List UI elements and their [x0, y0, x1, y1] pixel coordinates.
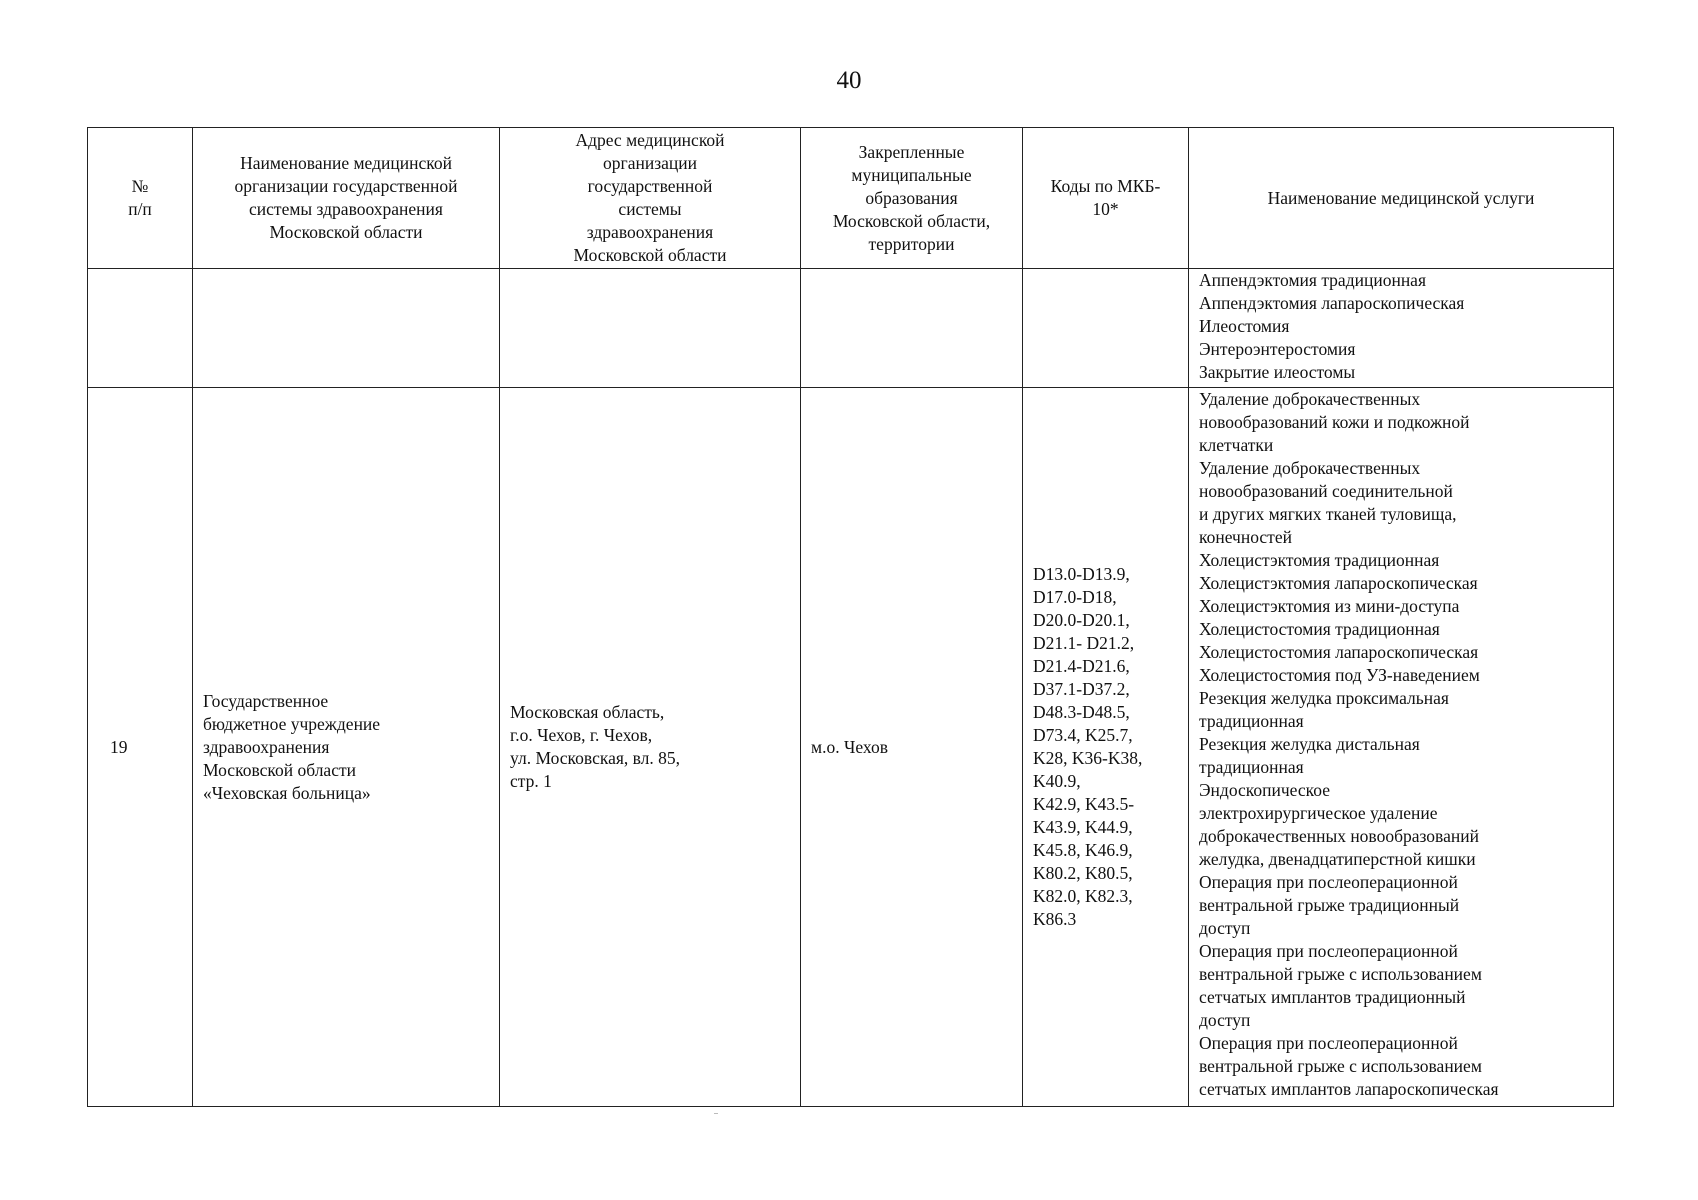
text-line: Московской области, [832, 210, 991, 231]
text-line: K40.9, [1033, 771, 1081, 791]
text-line: Наименование медицинской услуги [1267, 187, 1535, 208]
text-line: Московской области [573, 245, 727, 265]
row-number: 19 [88, 388, 193, 1107]
header-service-name [1189, 128, 1614, 269]
text-line: D17.0-D18, [1033, 587, 1117, 607]
text-line: государственной [587, 176, 713, 196]
service-line: Холецистэктомия лапароскопическая [1199, 573, 1478, 593]
service-item [1199, 388, 1603, 457]
service-line: традиционная [1199, 711, 1304, 731]
service-line: традиционная [1199, 757, 1304, 777]
header-number [88, 128, 193, 269]
service-line: доброкачественных новообразований [1199, 826, 1479, 846]
text-line: системы здравоохранения [249, 199, 443, 219]
text-line: здравоохранения [203, 736, 330, 757]
text-line: Закрепленные [858, 141, 965, 162]
text-line: Аппендэктомия лапароскопическая [1199, 293, 1465, 313]
text-line: K86.3 [1033, 909, 1077, 929]
text-line: ул. Московская, вл. 85, [510, 748, 681, 768]
service-item [1199, 595, 1603, 618]
service-item [1199, 664, 1603, 687]
text-line: Московской области [203, 759, 356, 780]
text-line: здравоохранения [586, 222, 714, 242]
service-line: вентральной грыже традиционный [1199, 895, 1460, 915]
text-line: п/п [128, 199, 152, 219]
service-item [1199, 618, 1603, 641]
text-line: Илеостомия [1199, 316, 1290, 336]
text-line: D73.4, K25.7, [1033, 725, 1133, 745]
organization-address [500, 388, 801, 1107]
text-line: K45.8, K46.9, [1033, 840, 1133, 860]
header-organization [193, 128, 500, 269]
continuation-number-cell [88, 269, 193, 388]
service-item [1199, 1032, 1603, 1101]
text-line: «Чеховская больница» [203, 782, 371, 803]
service-item [1199, 572, 1603, 595]
service-item [1199, 779, 1603, 871]
continuation-row [88, 269, 1614, 388]
service-line: сетчатых имплантов традиционный [1199, 987, 1466, 1007]
services-list [1189, 388, 1614, 1107]
header-municipality [801, 128, 1023, 269]
text-line: г.о. Чехов, г. Чехов, [510, 725, 653, 745]
text-line: системы [618, 199, 682, 219]
service-item [1199, 457, 1603, 549]
service-line: конечностей [1199, 527, 1292, 547]
service-line: Холецистостомия традиционная [1199, 619, 1440, 639]
text-line: Московская область, [510, 702, 665, 722]
text-line: территории [868, 233, 955, 254]
service-line: Эндоскопическое [1199, 780, 1330, 800]
service-line: доступ [1199, 1010, 1251, 1030]
text-line: K43.9, K44.9, [1033, 817, 1133, 837]
text-line: организации государственной [234, 176, 458, 196]
text-line: Коды по МКБ- [1050, 176, 1161, 196]
text-line: Аппендэктомия традиционная [1199, 270, 1426, 290]
text-line: Энтероэнтеростомия [1199, 339, 1356, 359]
text-line: бюджетное учреждение [203, 713, 381, 734]
continuation-address-cell [500, 269, 801, 388]
text-line: Московской области [269, 222, 423, 242]
service-line: Холецистэктомия из мини-доступа [1199, 596, 1460, 616]
service-line: Операция при послеоперационной [1199, 872, 1458, 892]
continuation-services-cell [1189, 269, 1614, 388]
service-item [1199, 687, 1603, 733]
text-line: № [131, 176, 149, 196]
service-line: Холецистостомия под УЗ-наведением [1199, 665, 1480, 685]
text-line: Наименование медицинской [240, 153, 452, 173]
service-line: Операция при послеоперационной [1199, 1033, 1458, 1053]
text-line: K42.9, K43.5- [1033, 794, 1135, 814]
text-line: K80.2, K80.5, [1033, 863, 1133, 883]
service-line: Удаление доброкачественных [1199, 389, 1421, 409]
service-line: новообразований кожи и подкожной [1199, 412, 1470, 432]
text-line: D20.0-D20.1, [1033, 610, 1130, 630]
text-line: D13.0-D13.9, [1033, 564, 1130, 584]
continuation-organization-cell [193, 269, 500, 388]
scan-speck [714, 1113, 718, 1114]
table-row [88, 388, 1614, 1107]
text-line: K82.0, K82.3, [1033, 886, 1133, 906]
continuation-municipality-cell [801, 269, 1023, 388]
header-icd-codes [1023, 128, 1189, 269]
service-line: и других мягких тканей туловища, [1199, 504, 1457, 524]
service-line: доступ [1199, 918, 1251, 938]
service-item [1199, 733, 1603, 779]
service-line: Операция при послеоперационной [1199, 941, 1458, 961]
service-item [1199, 871, 1603, 940]
service-line: Холецистэктомия традиционная [1199, 550, 1440, 570]
header-row [88, 128, 1614, 269]
text-line: стр. 1 [510, 771, 552, 791]
service-line: Резекция желудка проксимальная [1199, 688, 1449, 708]
service-item [1199, 641, 1603, 664]
service-line: вентральной грыже с использованием [1199, 1056, 1482, 1076]
service-item [1199, 549, 1603, 572]
service-line: новообразований соединительной [1199, 481, 1453, 501]
text-line: 10* [1092, 199, 1119, 219]
service-line: клетчатки [1199, 435, 1274, 455]
icd-codes [1023, 388, 1189, 1107]
text-line: Закрытие илеостомы [1199, 362, 1356, 382]
organization-name [193, 388, 500, 1107]
text-line: D21.1- D21.2, [1033, 633, 1135, 653]
text-line: Адрес медицинской [575, 130, 725, 150]
service-line: вентральной грыже с использованием [1199, 964, 1482, 984]
medical-services-table [87, 127, 1614, 1107]
service-line: сетчатых имплантов лапароскопическая [1199, 1079, 1499, 1099]
page-number: 40 [836, 67, 862, 94]
text-line: образования [865, 187, 958, 208]
municipality: м.о. Чехов [801, 388, 1023, 1107]
text-line: организации [603, 153, 697, 173]
text-line: K28, K36-K38, [1033, 748, 1143, 768]
service-line: Удаление доброкачественных [1199, 458, 1421, 478]
service-line: желудка, двенадцатиперстной кишки [1199, 849, 1476, 869]
text-line: муниципальные [851, 164, 972, 185]
text-line: D48.3-D48.5, [1033, 702, 1130, 722]
header-address [500, 128, 801, 269]
text-line: D37.1-D37.2, [1033, 679, 1130, 699]
service-item [1199, 940, 1603, 1032]
service-line: Резекция желудка дистальная [1199, 734, 1420, 754]
service-line: электрохирургическое удаление [1199, 803, 1438, 823]
service-line: Холецистостомия лапароскопическая [1199, 642, 1479, 662]
text-line: Государственное [203, 690, 329, 711]
continuation-codes-cell [1023, 269, 1189, 388]
text-line: D21.4-D21.6, [1033, 656, 1130, 676]
